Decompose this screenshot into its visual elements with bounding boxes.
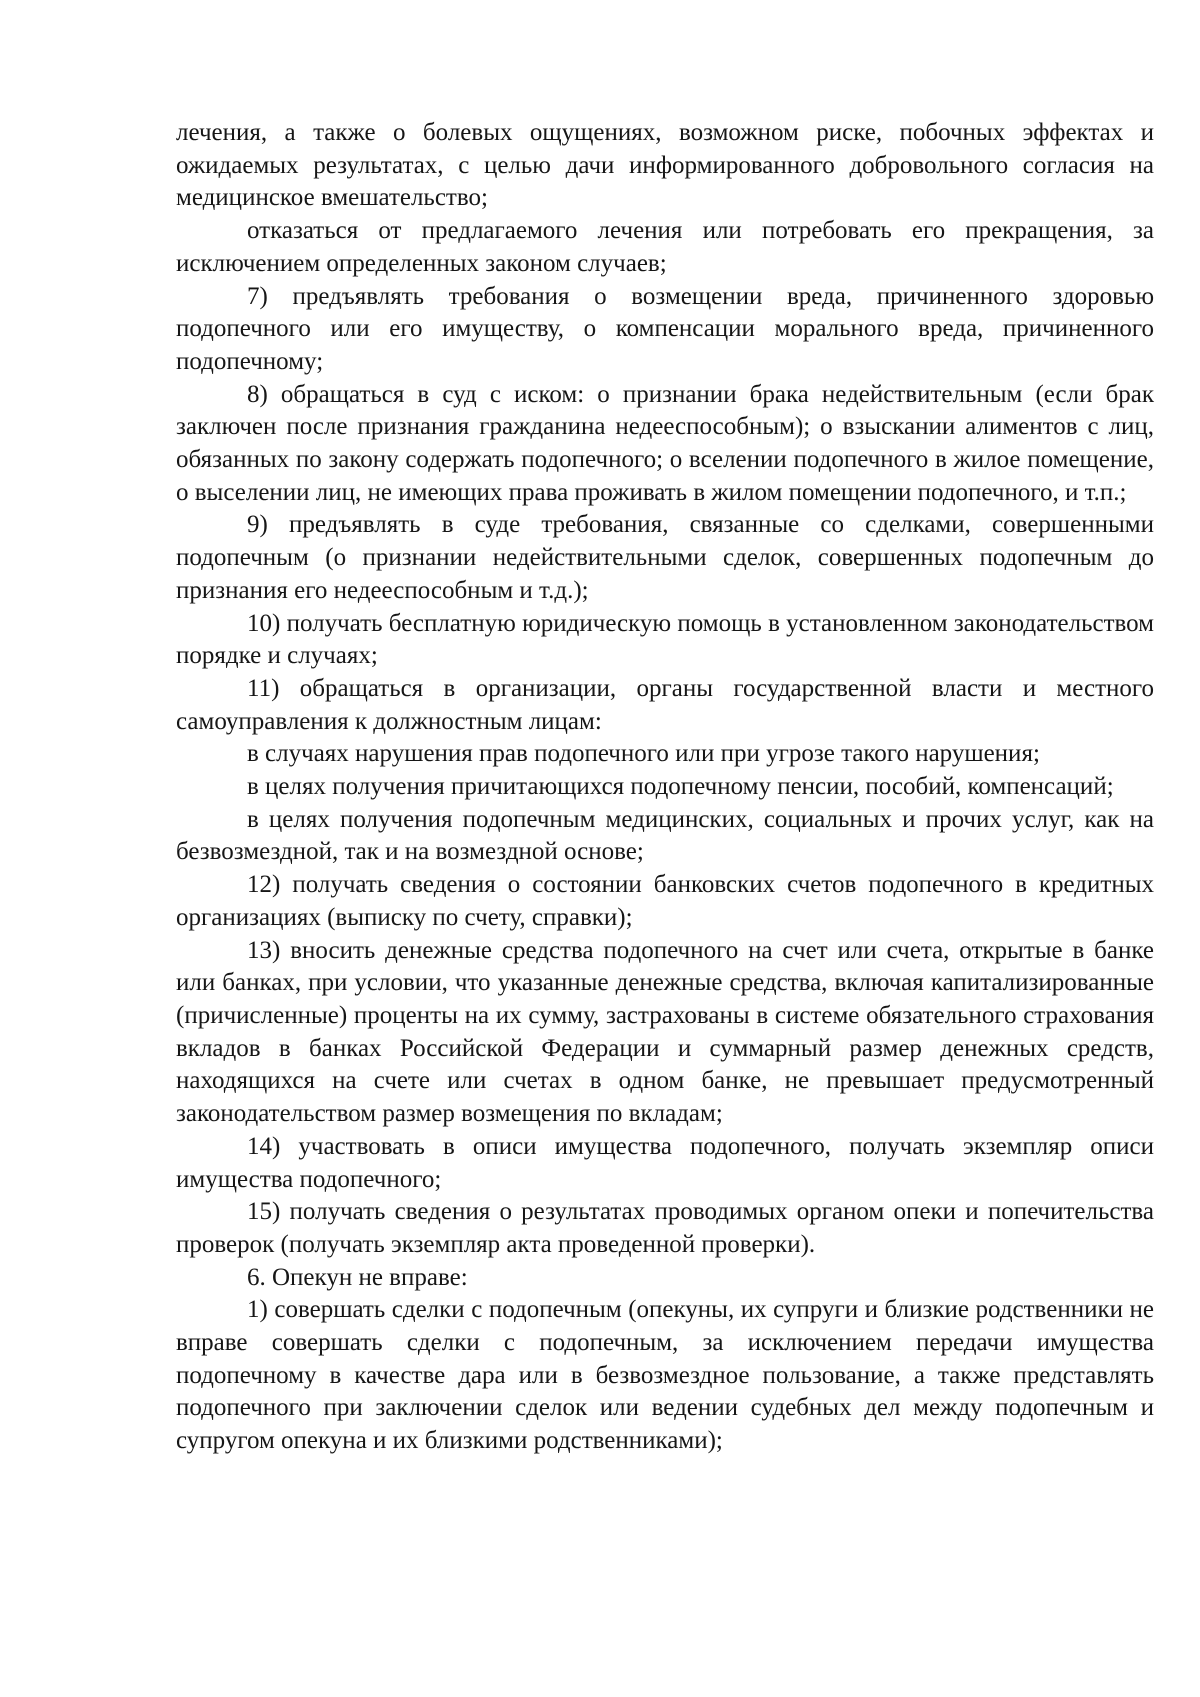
paragraph-item-7: 7) предъявлять требования о возмещении вреда, причиненного здоровью подопечного или его имуществу, о компенсации морального вреда, причиненного подопечному; (176, 282, 1154, 375)
paragraph-item-11-violation: в случаях нарушения прав подопечного или при угрозе такого нарушения; (247, 740, 1040, 768)
paragraph-item-8: 8) обращаться в суд с иском: о признании брака недействительным (если брак заключен после признания гражданина недееспособным); о взыскании алиментов с лиц, обязанных по закону содержать подопечного; о вселении подопечного в жилое помещение, о выселении лиц, не имеющих права проживать в жилом помещении подопечного, и т.п.; (176, 380, 1154, 506)
paragraph-refuse-treatment: отказаться от предлагаемого лечения или потребовать его прекращения, за исключением определенных законом случаев; (176, 217, 1154, 277)
paragraph-item-9: 9) предъявлять в суде требования, связанные со сделками, совершенными подопечным (о признании недействительными сделок, совершенных подопечным до признания его недееспособным и т.д.); (176, 511, 1154, 604)
document-body (176, 117, 1154, 1458)
paragraph-treatment-info: лечения, а также о болевых ощущениях, возможном риске, побочных эффектах и ожидаемых результатах, с целью дачи информированного добровольного согласия на медицинское вмешательство; (176, 119, 1154, 212)
paragraph-item-12: 12) получать сведения о состоянии банковских счетов подопечного в кредитных организациях (выписку по счету, справки); (176, 871, 1154, 931)
paragraph-item-14: 14) участвовать в описи имущества подопечного, получать экземпляр описи имущества подопечного; (176, 1132, 1154, 1193)
paragraph-section-6-item-1: 1) совершать сделки с подопечным (опекуны, их супруги и близкие родственники не вправе совершать сделки с подопечным, за исключением передачи имущества подопечному в качестве дара или в безвозмездное пользование, а также представлять подопечного при заключении сделок или ведении судебных дел между подопечным и супругом опекуна и их близкими родственниками); (176, 1296, 1154, 1455)
paragraph-item-10: 10) получать бесплатную юридическую помощь в установленном законодательством порядке и случаях; (176, 609, 1154, 670)
paragraph-item-15: 15) получать сведения о результатах проводимых органом опеки и попечительства проверок (получать экземпляр акта проведенной проверки). (176, 1198, 1154, 1258)
section-heading-6: 6. Опекун не вправе: (247, 1263, 468, 1291)
paragraph-item-11: 11) обращаться в организации, органы государственной власти и местного самоуправления к должностным лицам: (176, 674, 1154, 735)
paragraph-item-11-services: в целях получения подопечным медицинских, социальных и прочих услуг, как на безвозмездной, так и на возмездной основе; (176, 805, 1154, 866)
paragraph-item-11-pension: в целях получения причитающихся подопечному пенсии, пособий, компенсаций; (247, 773, 1114, 801)
paragraph-item-13: 13) вносить денежные средства подопечного на счет или счета, открытые в банке или банках, при условии, что указанные денежные средства, включая капитализированные (причисленные) проценты на их сумму, застрахованы в системе обязательного страхования вкладов в банках Российской Федерации и суммарный размер денежных средств, находящихся на счете или счетах в одном банке, не превышает предусмотренный законодательством размер возмещения по вкладам; (176, 936, 1154, 1128)
